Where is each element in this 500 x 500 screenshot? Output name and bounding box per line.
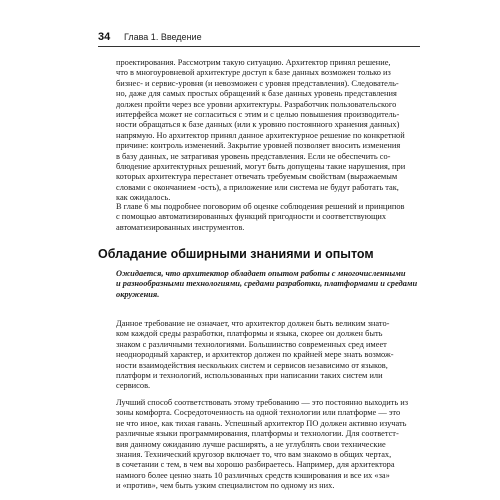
paragraph-technology-breadth: [116, 319, 420, 392]
text-line: интерфейса может не согласиться с этим и с целью повышения производитель-: [116, 110, 400, 120]
text-line: автоматизированных инструментов.: [116, 222, 245, 232]
text-line: намного более ценно знать 10 различных средств кэширования и все их «за»: [116, 470, 390, 480]
text-line: знаком с различными технологиями. Большинство современных сред имеет: [116, 339, 387, 349]
paragraph-chapter-6-reference: [116, 202, 420, 233]
text-line: не что иное, как тихая гавань. Успешный архитектор ПО должен активно изучать: [116, 418, 407, 428]
text-line: причине: контроль изменений. Закрытие уровней позволяет вносить изменения: [116, 141, 401, 151]
text-line: как ожидалось.: [116, 193, 171, 203]
text-line: проектирования. Рассмотрим такую ситуацию. Архитектор принял решение,: [116, 58, 391, 67]
text-line: окружения.: [116, 289, 160, 299]
text-line: вия данному ожиданию лучше расширять, а не углублять свои технические: [116, 439, 386, 449]
text-line: сервисов.: [116, 381, 151, 391]
text-line: блюдение архитектурных решений, могут быть допущены такие нарушения, при: [116, 162, 406, 172]
text-line: в базу данных, не затрагивая уровень представления. Если не обеспечить со-: [116, 151, 391, 161]
text-line: и разнообразными технологиями, средами разработки, платформами и средами: [116, 279, 418, 289]
text-line: с помощью автоматизированных функций пригодности и соответствующих: [116, 212, 387, 222]
text-line: в сочетании с тем, в чем вы хорошо разбираетесь. Например, для архитектора: [116, 460, 395, 470]
page-number: 34: [98, 31, 111, 43]
text-line: напрямую. Но архитектор принял данное архитектурное решение по конкретной: [116, 130, 405, 140]
text-line: знания. Технический кругозор включает то, что вам знакомо в общих чертах,: [116, 450, 392, 460]
text-line: Данное требование не означает, что архитектор должен быть великим знато-: [116, 319, 390, 328]
text-line: что в многоуровневой архитектуре доступ к базе данных возможен только из: [116, 68, 391, 78]
running-head: Глава 1. Введение: [124, 32, 202, 42]
header-rule: [98, 46, 420, 47]
paragraph-layer-access: [116, 58, 420, 204]
paragraph-comfort-zone: [116, 398, 420, 492]
text-line: ности обращаться к базе данных (или к уровню постоянного хранения данных): [116, 120, 400, 130]
text-line: ком каждой среды разработки, платформы и языка, скорее он должен быть: [116, 329, 383, 339]
text-line: Ожидается, что архитектор обладает опытом работы с многочисленными: [116, 269, 406, 278]
text-line: должен пройти через все уровни архитектуры. Разработчик пользовательского: [116, 99, 397, 109]
text-line: неоднородный характер, и архитектор должен по крайней мере знать возмож-: [116, 350, 394, 360]
text-line: различные языки программирования, платформы и технологии. Для соответст-: [116, 429, 399, 439]
text-line: бизнес- и сервис-уровня (и невозможен с уровня представления). Следователь-: [116, 78, 399, 88]
text-line: В главе 6 мы подробнее поговорим об оценке соблюдения решений и принципов: [116, 202, 405, 211]
text-line: и «против», чем быть узким специалистом по одному из них.: [116, 481, 335, 491]
text-line: ности взаимодействия нескольких систем и сервисов независимо от языков,: [116, 360, 388, 370]
text-line: словами с окончанием -ость), а приложение или система не будут работать так,: [116, 182, 399, 192]
text-line: зоны комфорта. Сосредоточенность на одной технологии или платформе — это: [116, 408, 401, 418]
text-line: которых архитектура перестанет отвечать требуемым свойствам (выражаемым: [116, 172, 398, 182]
section-title: Обладание обширными знаниями и опытом: [98, 247, 374, 261]
text-line: платформ и технологий, использованных при написании таких систем или: [116, 371, 383, 381]
text-line: Лучший способ соответствовать этому требованию — это постоянно выходить из: [116, 398, 409, 407]
page-header: [98, 31, 418, 45]
text-line: но, даже для самых простых обращений к базе данных уровень представления: [116, 89, 397, 99]
section-lead-expectation: [116, 269, 420, 300]
